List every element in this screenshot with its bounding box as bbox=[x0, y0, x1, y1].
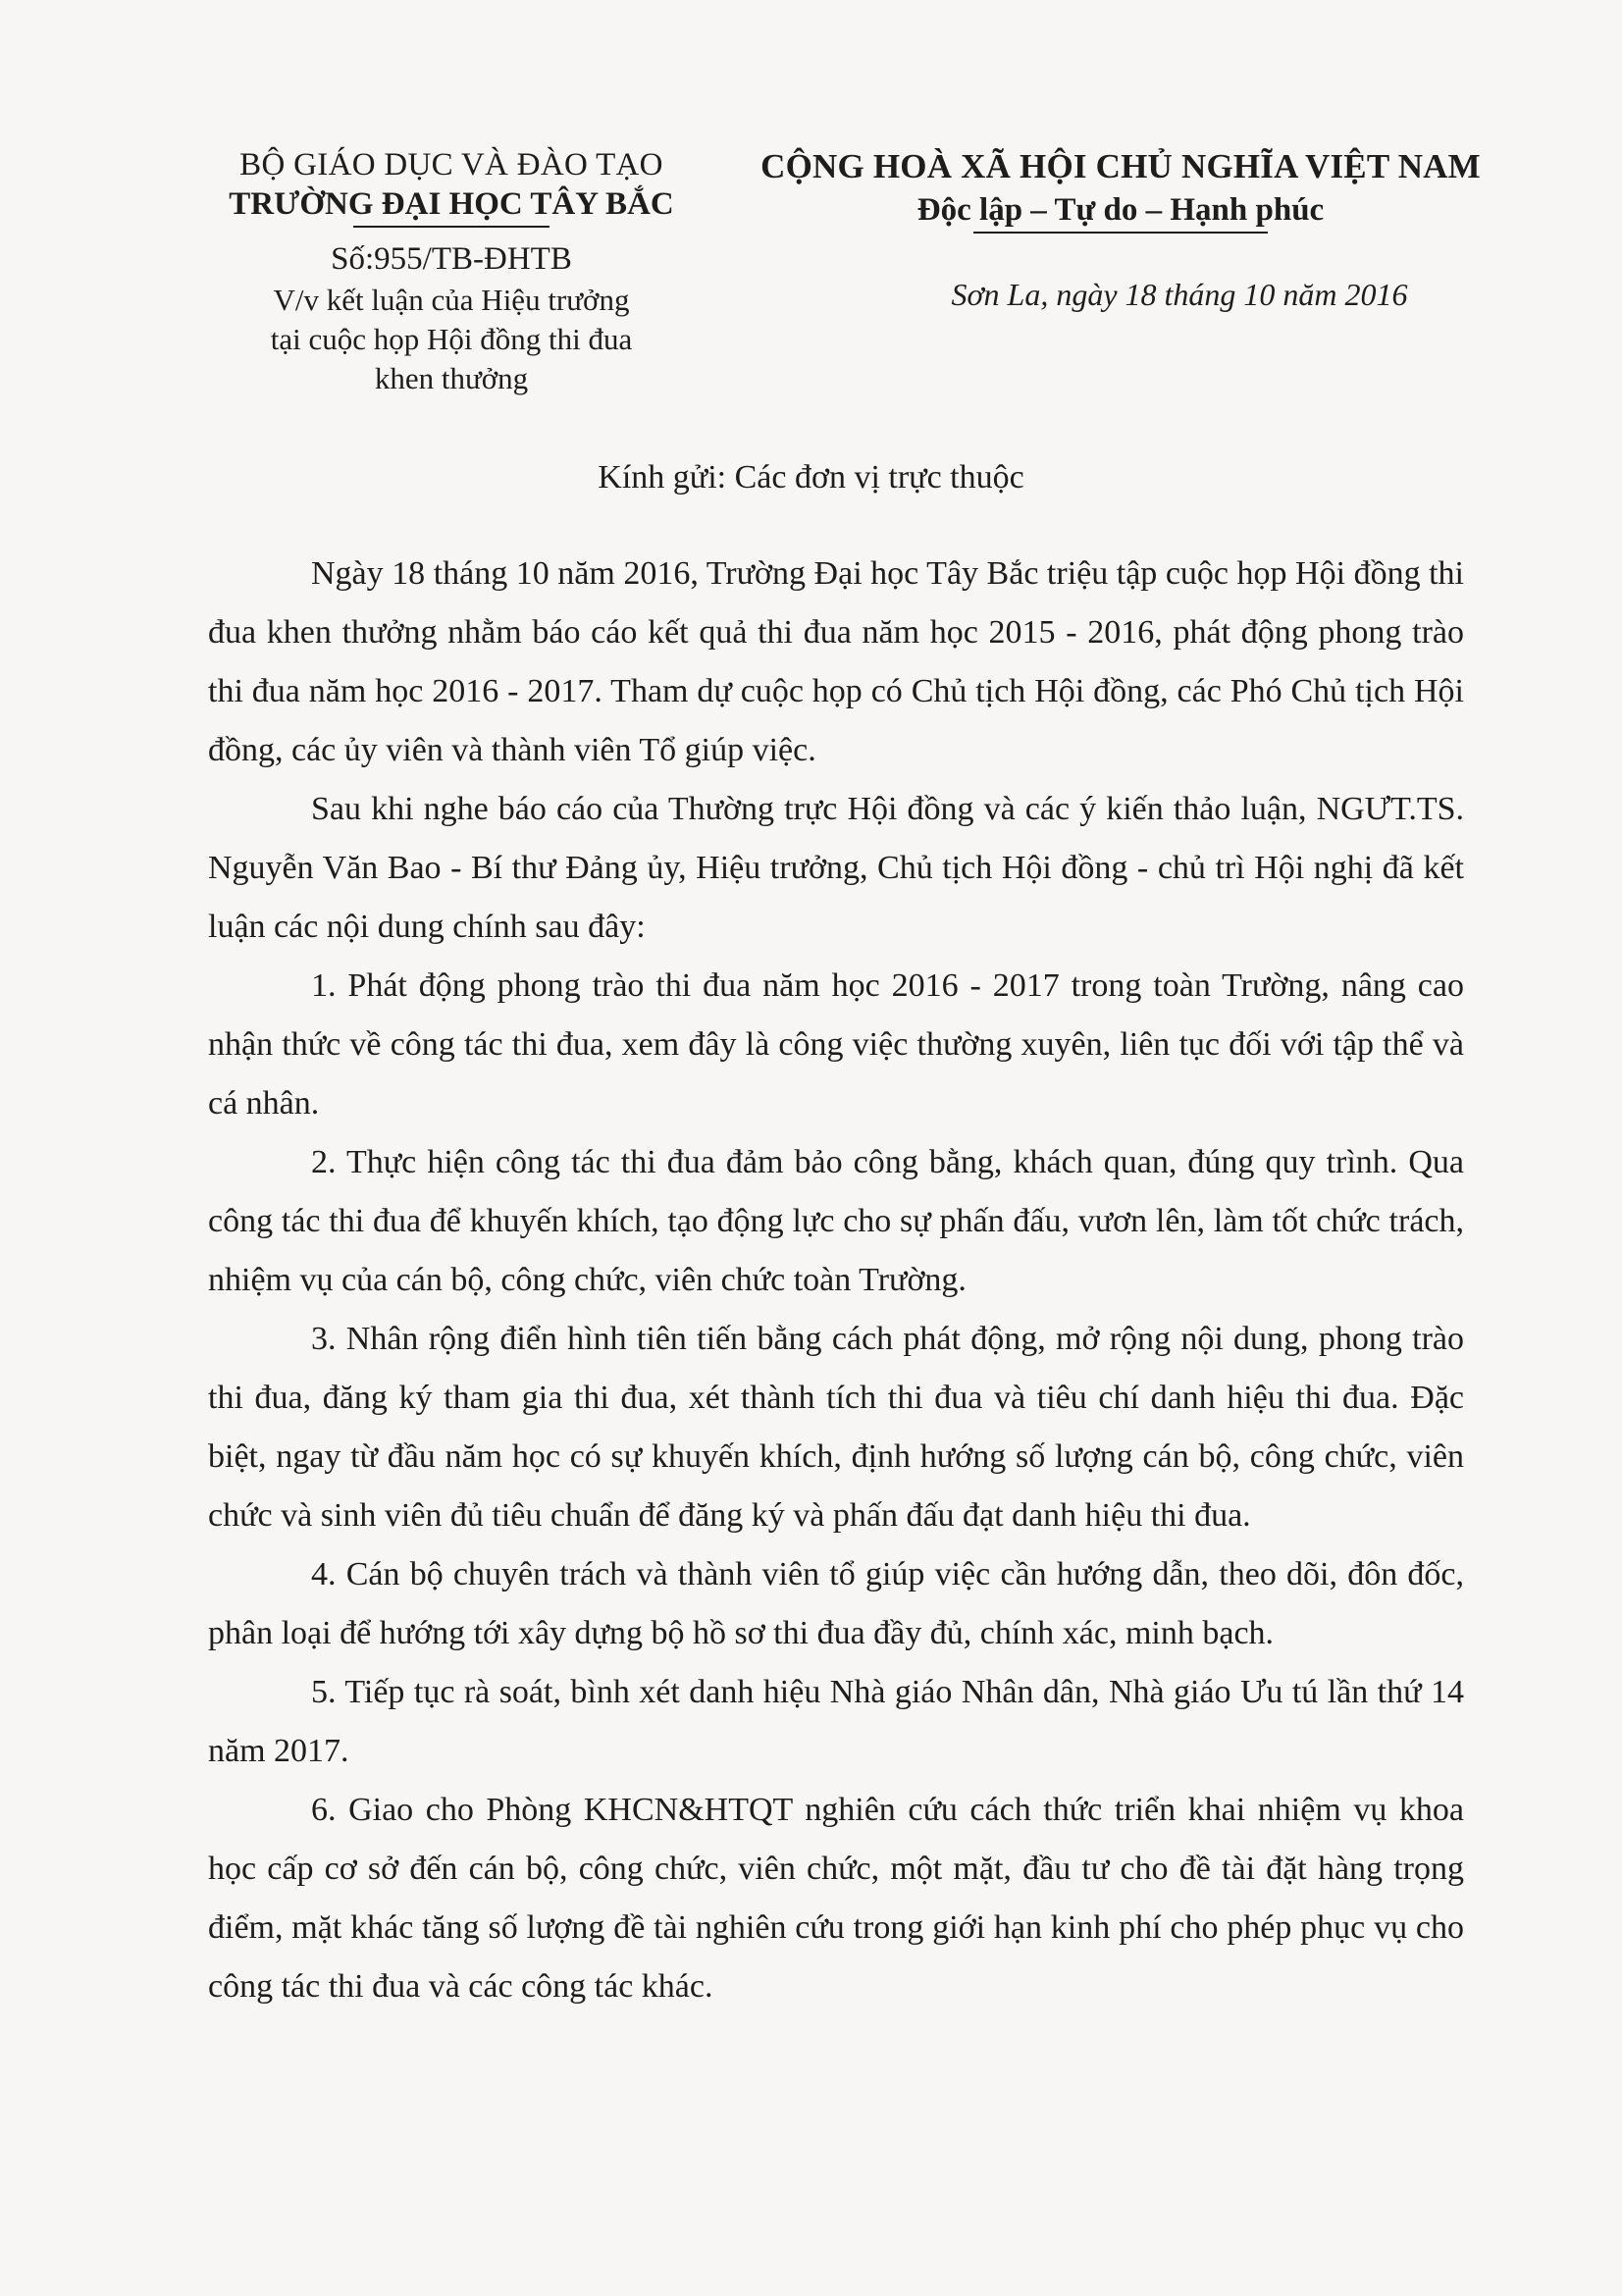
body-paragraph: Ngày 18 tháng 10 năm 2016, Trường Đại học Tây Bắc triệu tập cuộc họp Hội đồng thi đua khen thưởng nhằm báo cáo kết quả thi đua năm học 2015 - 2016, phát động phong trào thi đua năm học 2016 - 2017. Tham dự cuộc họp có Chủ tịch Hội đồng, các Phó Chủ tịch Hội đồng, các ủy viên và thành viên Tổ giúp việc. bbox=[208, 555, 1464, 768]
body-paragraph: Sau khi nghe báo cáo của Thường trực Hội đồng và các ý kiến thảo luận, NGƯT.TS. Nguyễn Văn Bao - Bí thư Đảng ủy, Hiệu trưởng, Chủ tịch Hội đồng - chủ trì Hội nghị đã kết luận các nội dung chính sau đây: bbox=[208, 791, 1464, 945]
school-underline bbox=[353, 226, 549, 228]
subject-line: V/v kết luận của Hiệu trưởng bbox=[273, 283, 630, 317]
document-subject bbox=[157, 281, 746, 398]
body-paragraph: 6. Giao cho Phòng KHCN&HTQT nghiên cứu cách thức triển khai nhiệm vụ khoa học cấp cơ sở đến cán bộ, công chức, viên chức, một mặt, đầu tư cho đề tài đặt hàng trọng điểm, mặt khác tăng số lượng đề tài nghiên cứu trong giới hạn kinh phí cho phép phục vụ cho công tác thi đua và các công tác khác. bbox=[208, 1792, 1464, 2005]
nation-name: CỘNG HOÀ XÃ HỘI CHỦ NGHĨA VIỆT NAM bbox=[760, 147, 1481, 185]
body-paragraph: 1. Phát động phong trào thi đua năm học 2016 - 2017 trong toàn Trường, nâng cao nhận thức về công tác thi đua, xem đây là công việc thường xuyên, liên tục đối với tập thể và cá nhân. bbox=[208, 967, 1464, 1122]
document-body bbox=[208, 545, 1464, 2016]
body-paragraph: 2. Thực hiện công tác thi đua đảm bảo công bằng, khách quan, đúng quy trình. Qua công tác thi đua để khuyến khích, tạo động lực cho sự phấn đấu, vươn lên, làm tốt chức trách, nhiệm vụ của cán bộ, công chức, viên chức toàn Trường. bbox=[208, 1144, 1464, 1298]
motto-underline bbox=[973, 232, 1268, 234]
issuer-block bbox=[157, 145, 746, 398]
ministry-name: BỘ GIÁO DỤC VÀ ĐÀO TẠO bbox=[239, 147, 663, 183]
subject-line: tại cuộc họp Hội đồng thi đua bbox=[270, 322, 633, 356]
subject-line: khen thưởng bbox=[374, 361, 529, 395]
body-paragraph: 3. Nhân rộng điển hình tiên tiến bằng cách phát động, mở rộng nội dung, phong trào thi đua, đăng ký tham gia thi đua, xét thành tích thi đua và tiêu chí danh hiệu thi đua. Đặc biệt, ngay từ đầu năm học có sự khuyến khích, định hướng số lượng cán bộ, công chức, viên chức và sinh viên đủ tiêu chuẩn để đăng ký và phấn đấu đạt danh hiệu thi đua. bbox=[208, 1321, 1464, 1534]
document-number: Số:955/TB-ĐHTB bbox=[331, 241, 572, 277]
place-and-date: Sơn La, ngày 18 tháng 10 năm 2016 bbox=[951, 277, 1408, 312]
body-paragraph: 4. Cán bộ chuyên trách và thành viên tổ giúp việc cần hướng dẫn, theo dõi, đôn đốc, phân loại để hướng tới xây dựng bộ hồ sơ thi đua đầy đủ, chính xác, minh bạch. bbox=[208, 1556, 1464, 1651]
body-paragraph: 5. Tiếp tục rà soát, bình xét danh hiệu Nhà giáo Nhân dân, Nhà giáo Ưu tú lần thứ 14 năm 2017. bbox=[208, 1674, 1464, 1769]
national-motto: Độc lập – Tự do – Hạnh phúc bbox=[916, 192, 1325, 228]
national-header bbox=[738, 145, 1503, 316]
recipient-line: Kính gửi: Các đơn vị trực thuộc bbox=[598, 459, 1024, 496]
school-name: TRƯỜNG ĐẠI HỌC TÂY BẮC bbox=[229, 186, 674, 222]
